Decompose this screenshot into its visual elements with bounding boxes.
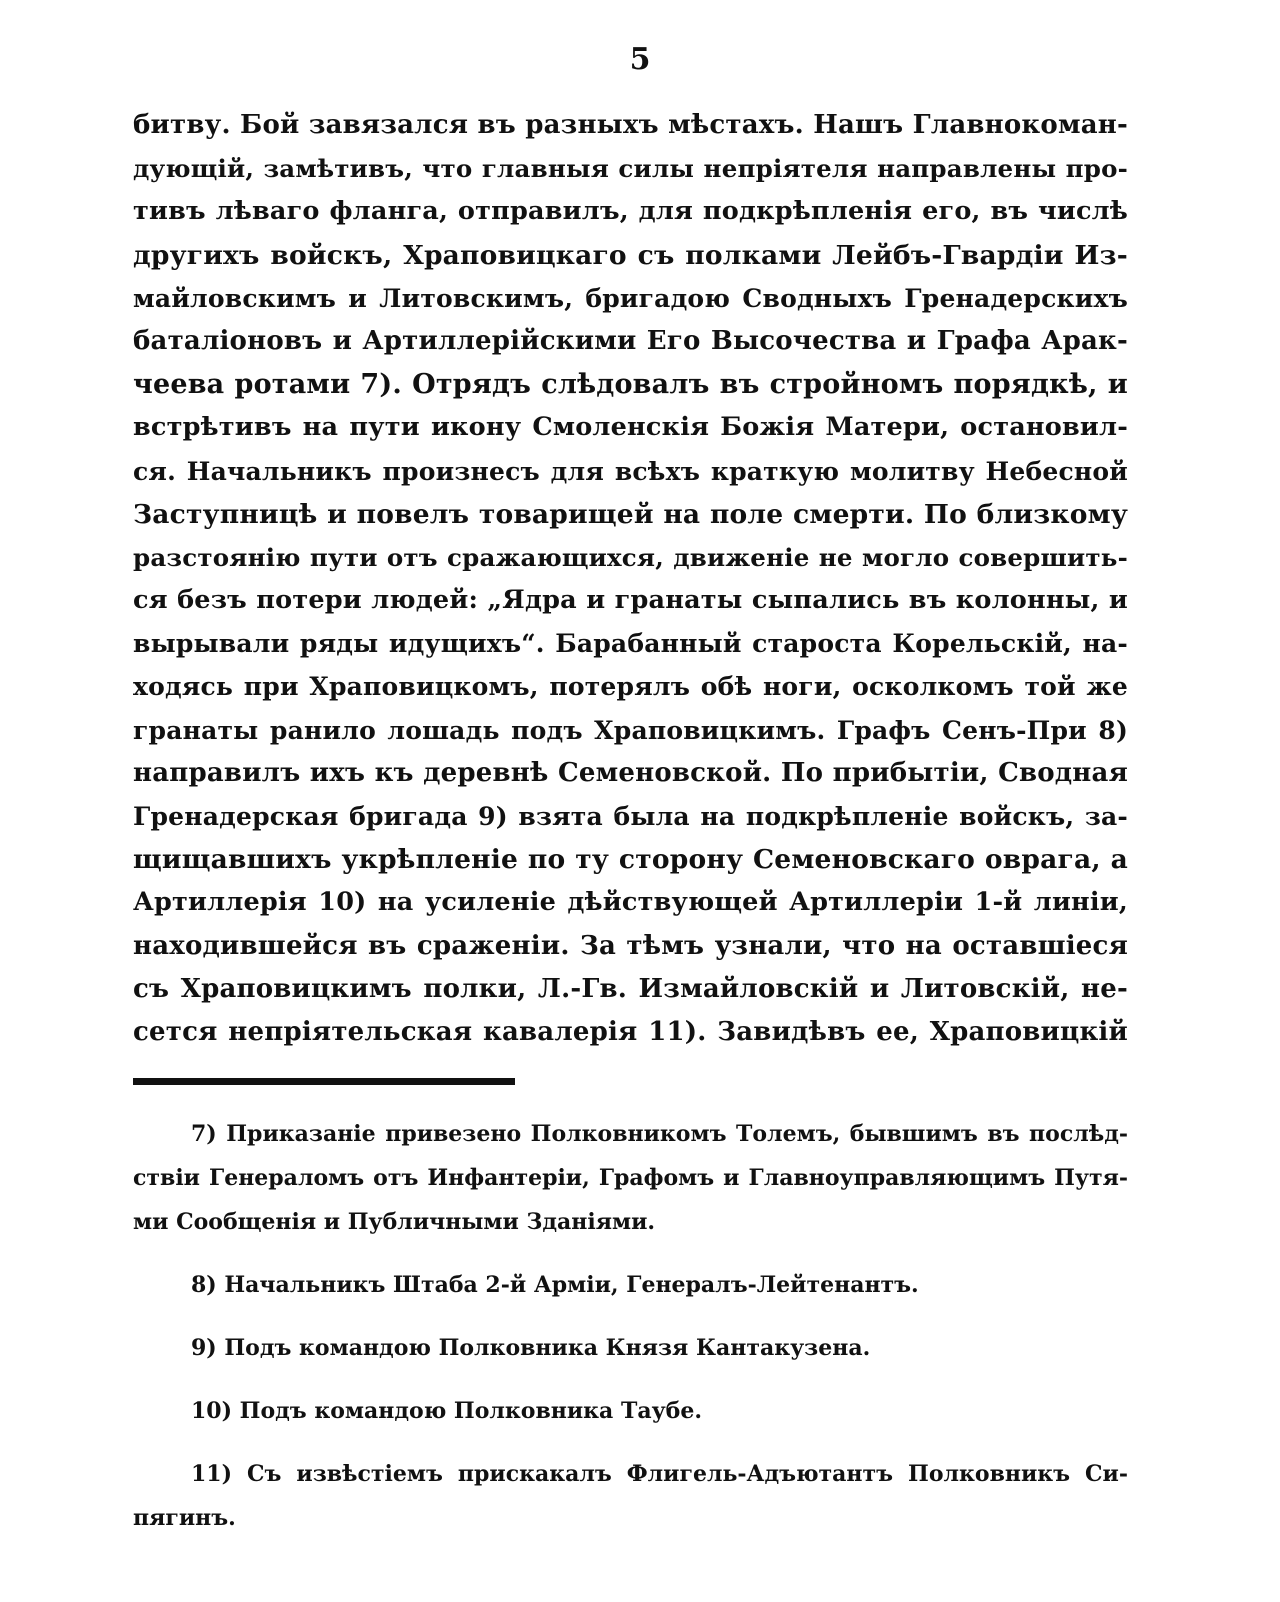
body-line: Заступницѣ и повелъ товарищей на поле смерти. По близкому — [133, 498, 1128, 530]
footnote-line: 9) Подъ командою Полковника Князя Кантакузена. — [191, 1335, 871, 1361]
footnote-line: 7) Приказаніе привезено Полковникомъ Толемъ, бывшимъ въ послѣд- — [191, 1121, 1128, 1147]
body-line: Артиллерія 10) на усиленіе дѣйствующей Артиллеріи 1-й линіи, — [133, 887, 1128, 918]
body-line: встрѣтивъ на пути икону Смоленскія Божія Матери, остановил- — [133, 412, 1128, 443]
body-line: чеева ротами 7). Отрядъ слѣдовалъ въ стройномъ порядкѣ, и — [133, 369, 1128, 401]
page-number: 5 — [629, 42, 651, 77]
body-line: майловскимъ и Литовскимъ, бригадою Сводныхъ Гренадерскихъ — [133, 283, 1128, 313]
footnote-7 — [133, 1112, 1128, 1244]
body-line: баталіоновъ и Артиллерійскими Его Высочества и Графа Арак- — [133, 325, 1128, 356]
body-line: съ Храповицкимъ полки, Л.-Гв. Измайловскій и Литовскій, не- — [133, 973, 1128, 1004]
body-line: ся. Начальникъ произнесъ для всѣхъ краткую молитву Небесной — [133, 456, 1128, 486]
body-line: сется непріятельская кавалерія 11). Завидѣвъ ее, Храповицкій — [133, 1016, 1128, 1047]
body-line: другихъ войскъ, Храповицкаго съ полками Лейбъ-Гвардіи Из- — [133, 239, 1128, 271]
body-line: щищавшихъ укрѣпленіе по ту сторону Семеновскаго оврага, а — [133, 844, 1128, 876]
body-line: разстоянію пути отъ сражающихся, движеніе не могло совершить- — [133, 542, 1128, 572]
footnote-line: пягинъ. — [133, 1505, 236, 1531]
body-line: дующій, замѣтивъ, что главныя силы непріятеля направлены про- — [133, 154, 1128, 184]
body-line: гранаты ранило лошадь подъ Храповицкимъ. Графъ Сенъ-При 8) — [133, 715, 1128, 745]
footnote-9 — [133, 1326, 1128, 1370]
body-line: вырывали ряды идущихъ“. Барабанный староста Корельскій, на- — [133, 629, 1128, 659]
body-line: битву. Бой завязался въ разныхъ мѣстахъ. Нашъ Главнокоман- — [133, 110, 1128, 140]
body-line: находившейся въ сраженіи. За тѣмъ узнали, что на оставшіеся — [133, 930, 1128, 961]
body-line: ходясь при Храповицкомъ, потерялъ обѣ ноги, осколкомъ той же — [133, 672, 1128, 702]
body-line: Гренадерская бригада 9) взята была на подкрѣпленіе войскъ, за- — [133, 802, 1128, 831]
body-line: тивъ лѣваго фланга, отправилъ, для подкрѣпленія его, въ числѣ — [133, 196, 1128, 227]
footnote-line: 10) Подъ командою Полковника Таубе. — [191, 1398, 702, 1424]
footnote-8 — [133, 1263, 1128, 1307]
body-line: направилъ ихъ къ деревнѣ Семеновской. По прибытіи, Сводная — [133, 757, 1128, 788]
footnote-11 — [133, 1452, 1128, 1540]
footnote-10 — [133, 1389, 1128, 1433]
body-line: ся безъ потери людей: „Ядра и гранаты сыпались въ колонны, и — [133, 585, 1128, 616]
body-text — [133, 104, 1128, 1054]
footnote-separator-rule — [133, 1078, 515, 1085]
footnotes — [133, 1112, 1128, 1540]
footnote-line: 8) Начальникъ Штаба 2-й Арміи, Генералъ-Лейтенантъ. — [191, 1272, 919, 1298]
footnote-line: ми Сообщенія и Публичными Зданіями. — [133, 1209, 656, 1235]
footnote-line: ствіи Генераломъ отъ Инфантеріи, Графомъ и Главноуправляющимъ Путя- — [133, 1165, 1128, 1191]
footnote-line: 11) Съ извѣстіемъ прискакалъ Флигель-Адъютантъ Полковникъ Си- — [191, 1461, 1128, 1487]
